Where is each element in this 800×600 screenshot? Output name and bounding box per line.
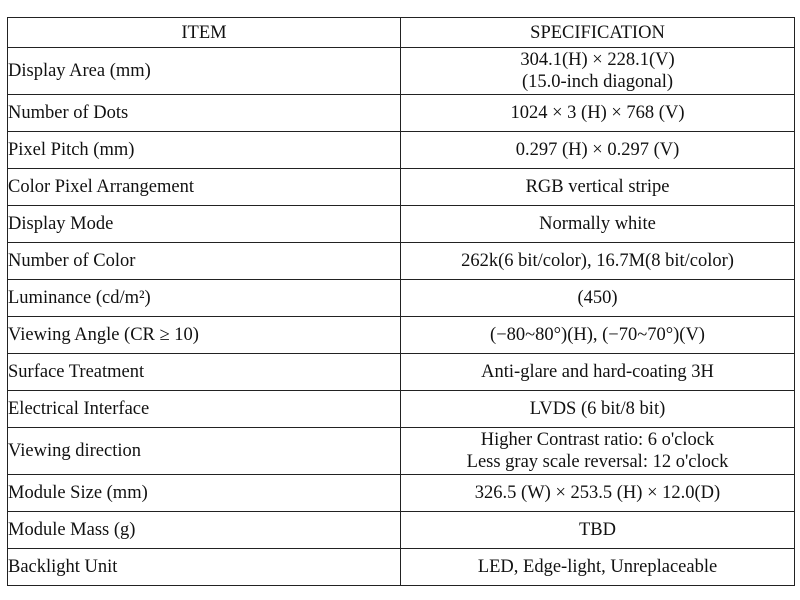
table-row	[8, 354, 795, 391]
spec-line: Higher Contrast ratio: 6 o'clock	[480, 430, 715, 450]
header-item: ITEM	[8, 18, 401, 48]
table-row	[8, 95, 795, 132]
spec-cell: LED, Edge-light, Unreplaceable	[401, 549, 795, 586]
table-row	[8, 243, 795, 280]
spec-cell: 1024 × 3 (H) × 768 (V)	[401, 95, 795, 132]
spec-cell: Anti-glare and hard-coating 3H	[401, 354, 795, 391]
table-row	[8, 475, 795, 512]
spec-cell: 326.5 (W) × 253.5 (H) × 12.0(D)	[401, 475, 795, 512]
table-row	[8, 132, 795, 169]
spec-cell	[401, 48, 795, 95]
item-cell: Number of Color	[8, 243, 401, 280]
spec-cell: (−80~80°)(H), (−70~70°)(V)	[401, 317, 795, 354]
item-cell: Number of Dots	[8, 95, 401, 132]
item-cell: Display Mode	[8, 206, 401, 243]
specification-table	[7, 17, 795, 586]
item-cell: Module Size (mm)	[8, 475, 401, 512]
spec-cell: Normally white	[401, 206, 795, 243]
spec-cell: 0.297 (H) × 0.297 (V)	[401, 132, 795, 169]
table-row	[8, 549, 795, 586]
table-row	[8, 317, 795, 354]
table-row	[8, 280, 795, 317]
item-cell: Luminance (cd/m²)	[8, 280, 401, 317]
spec-cell: 262k(6 bit/color), 16.7M(8 bit/color)	[401, 243, 795, 280]
item-cell: Module Mass (g)	[8, 512, 401, 549]
item-cell: Viewing direction	[8, 428, 401, 475]
item-cell: Display Area (mm)	[8, 48, 401, 95]
item-cell: Pixel Pitch (mm)	[8, 132, 401, 169]
table-header-row	[8, 18, 795, 48]
item-cell: Surface Treatment	[8, 354, 401, 391]
table-row	[8, 428, 795, 475]
item-cell: Viewing Angle (CR ≥ 10)	[8, 317, 401, 354]
spec-line: (15.0-inch diagonal)	[521, 72, 674, 92]
table-row	[8, 512, 795, 549]
item-cell: Electrical Interface	[8, 391, 401, 428]
item-cell: Color Pixel Arrangement	[8, 169, 401, 206]
spec-line: Less gray scale reversal: 12 o'clock	[466, 452, 729, 472]
table-row	[8, 206, 795, 243]
spec-cell: LVDS (6 bit/8 bit)	[401, 391, 795, 428]
table-row	[8, 169, 795, 206]
table-row	[8, 48, 795, 95]
table-row	[8, 391, 795, 428]
spec-line: 304.1(H) × 228.1(V)	[520, 50, 675, 70]
spec-cell: (450)	[401, 280, 795, 317]
spec-cell	[401, 428, 795, 475]
item-cell: Backlight Unit	[8, 549, 401, 586]
header-specification: SPECIFICATION	[401, 18, 795, 48]
spec-cell: TBD	[401, 512, 795, 549]
spec-cell: RGB vertical stripe	[401, 169, 795, 206]
